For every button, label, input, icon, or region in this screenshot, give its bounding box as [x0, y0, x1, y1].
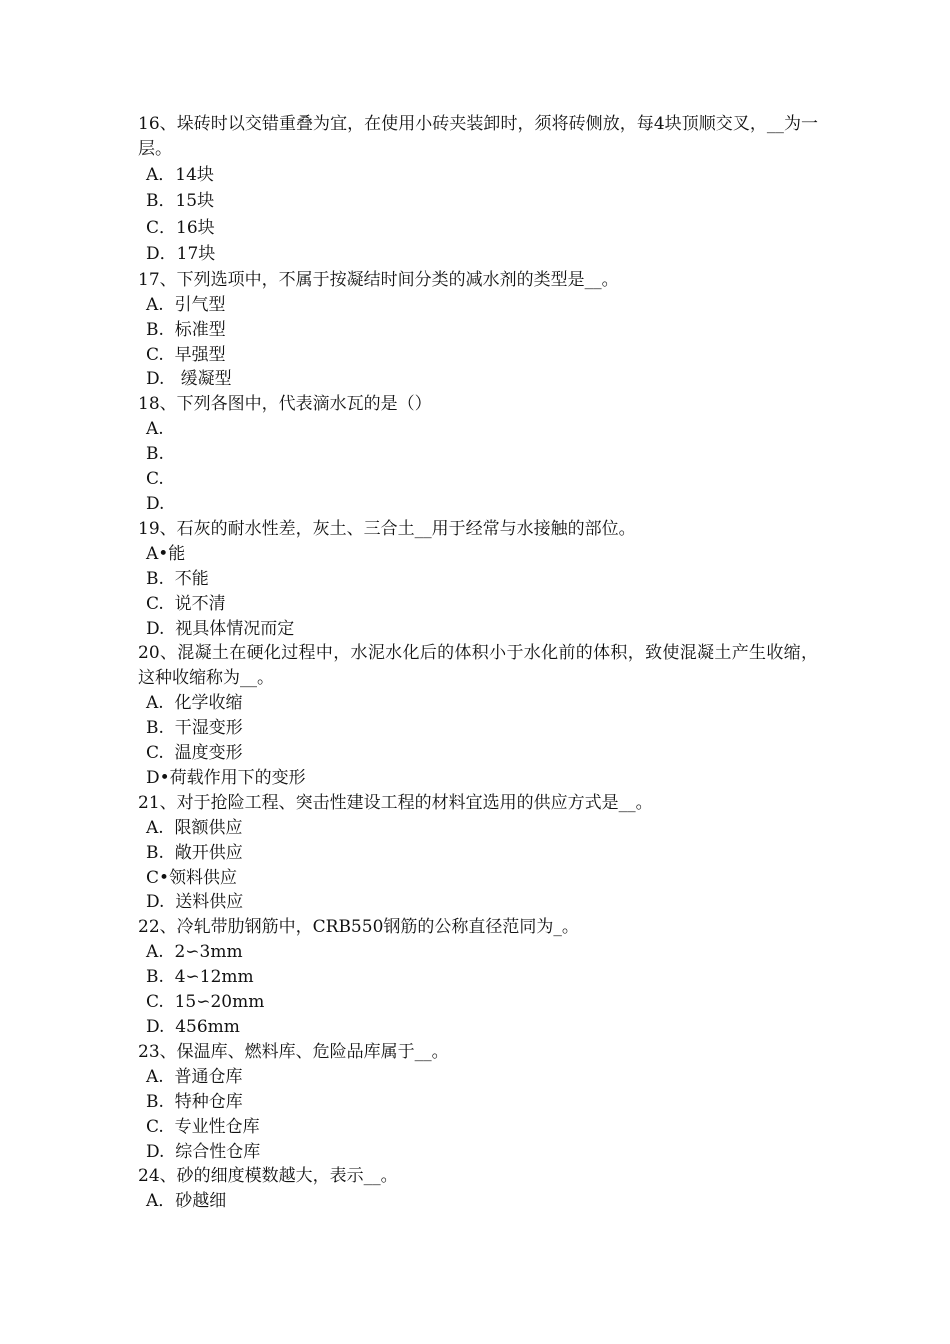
option-a: A. 2∽3mm [146, 942, 243, 963]
option-b: B. 敞开供应 [146, 842, 243, 863]
question-24 [138, 1164, 818, 1214]
option-a: A. 限额供应 [146, 817, 243, 838]
question-21 [138, 791, 818, 916]
question-22 [138, 915, 818, 1040]
question-17 [138, 268, 818, 393]
option-d: D. 缓凝型 [146, 369, 232, 390]
option-c: C•领料供应 [146, 867, 238, 888]
option-a: A．14块 [146, 164, 214, 185]
option-b: B．15块 [146, 191, 215, 212]
option-b: B. 特种仓库 [146, 1091, 243, 1112]
option-a: A. 引气型 [146, 294, 226, 315]
question-20 [138, 641, 818, 790]
question-18 [138, 392, 818, 517]
question-stem: 16、垛砖时以交错重叠为宜，在使用小砖夹装卸时，须将砖侧放，每4块顶顺交叉，__为一层。 [138, 114, 818, 159]
question-stem: 20、混凝土在硬化过程中，水泥水化后的体积小于水化前的体积，致使混凝土产生收缩，这种收缩称为__。 [138, 643, 818, 689]
question-stem: 19、石灰的耐水性差，灰土、三合土__用于经常与水接触的部位。 [138, 518, 636, 539]
question-stem: 17、下列选项中，不属于按凝结时间分类的减水剂的类型是__。 [138, 269, 619, 290]
option-a: A．砂越细 [146, 1191, 227, 1212]
document-page [138, 112, 818, 1214]
option-d: D. 综合性仓库 [146, 1141, 261, 1162]
option-b: B. 4∽12mm [146, 967, 254, 988]
question-stem: 18、下列各图中，代表滴水瓦的是（） [138, 394, 432, 415]
option-a: A. 普通仓库 [146, 1066, 243, 1087]
option-b: B. 干湿变形 [146, 718, 243, 739]
option-c: C. 早强型 [146, 344, 226, 365]
option-c: C. 15∽20mm [146, 992, 265, 1013]
option-c: C．16块 [146, 217, 215, 238]
question-stem: 22、冷轧带肋钢筋中，CRB550钢筋的公称直径范同为_。 [138, 917, 579, 938]
option-a: A•能 [146, 543, 186, 564]
option-b: B. 不能 [146, 568, 209, 589]
option-a: A. [146, 419, 164, 440]
option-c: C. 说不清 [146, 593, 226, 614]
option-b: B. 标准型 [146, 319, 226, 340]
option-d: D．17块 [146, 244, 216, 265]
option-d: D. 送料供应 [146, 892, 244, 913]
question-stem: 24、砂的细度模数越大，表示__。 [138, 1166, 398, 1187]
option-b: B. [146, 444, 164, 465]
question-23 [138, 1040, 818, 1165]
option-d: D. [146, 493, 165, 514]
question-stem: 23、保温库、燃料库、危险品库属于__。 [138, 1041, 449, 1062]
option-d: D. 456mm [146, 1017, 240, 1037]
option-d: D•荷载作用下的变形 [146, 767, 306, 788]
question-16 [138, 112, 818, 268]
question-stem: 21、对于抢险工程、突击性建设工程的材料宜选用的供应方式是__。 [138, 792, 653, 813]
option-c: C. 温度变形 [146, 743, 243, 764]
option-c: C. 专业性仓库 [146, 1116, 260, 1137]
option-d: D. 视具体情况而定 [146, 618, 295, 639]
option-c: C. [146, 469, 164, 490]
option-a: A. 化学收缩 [146, 693, 243, 714]
question-19 [138, 517, 818, 642]
